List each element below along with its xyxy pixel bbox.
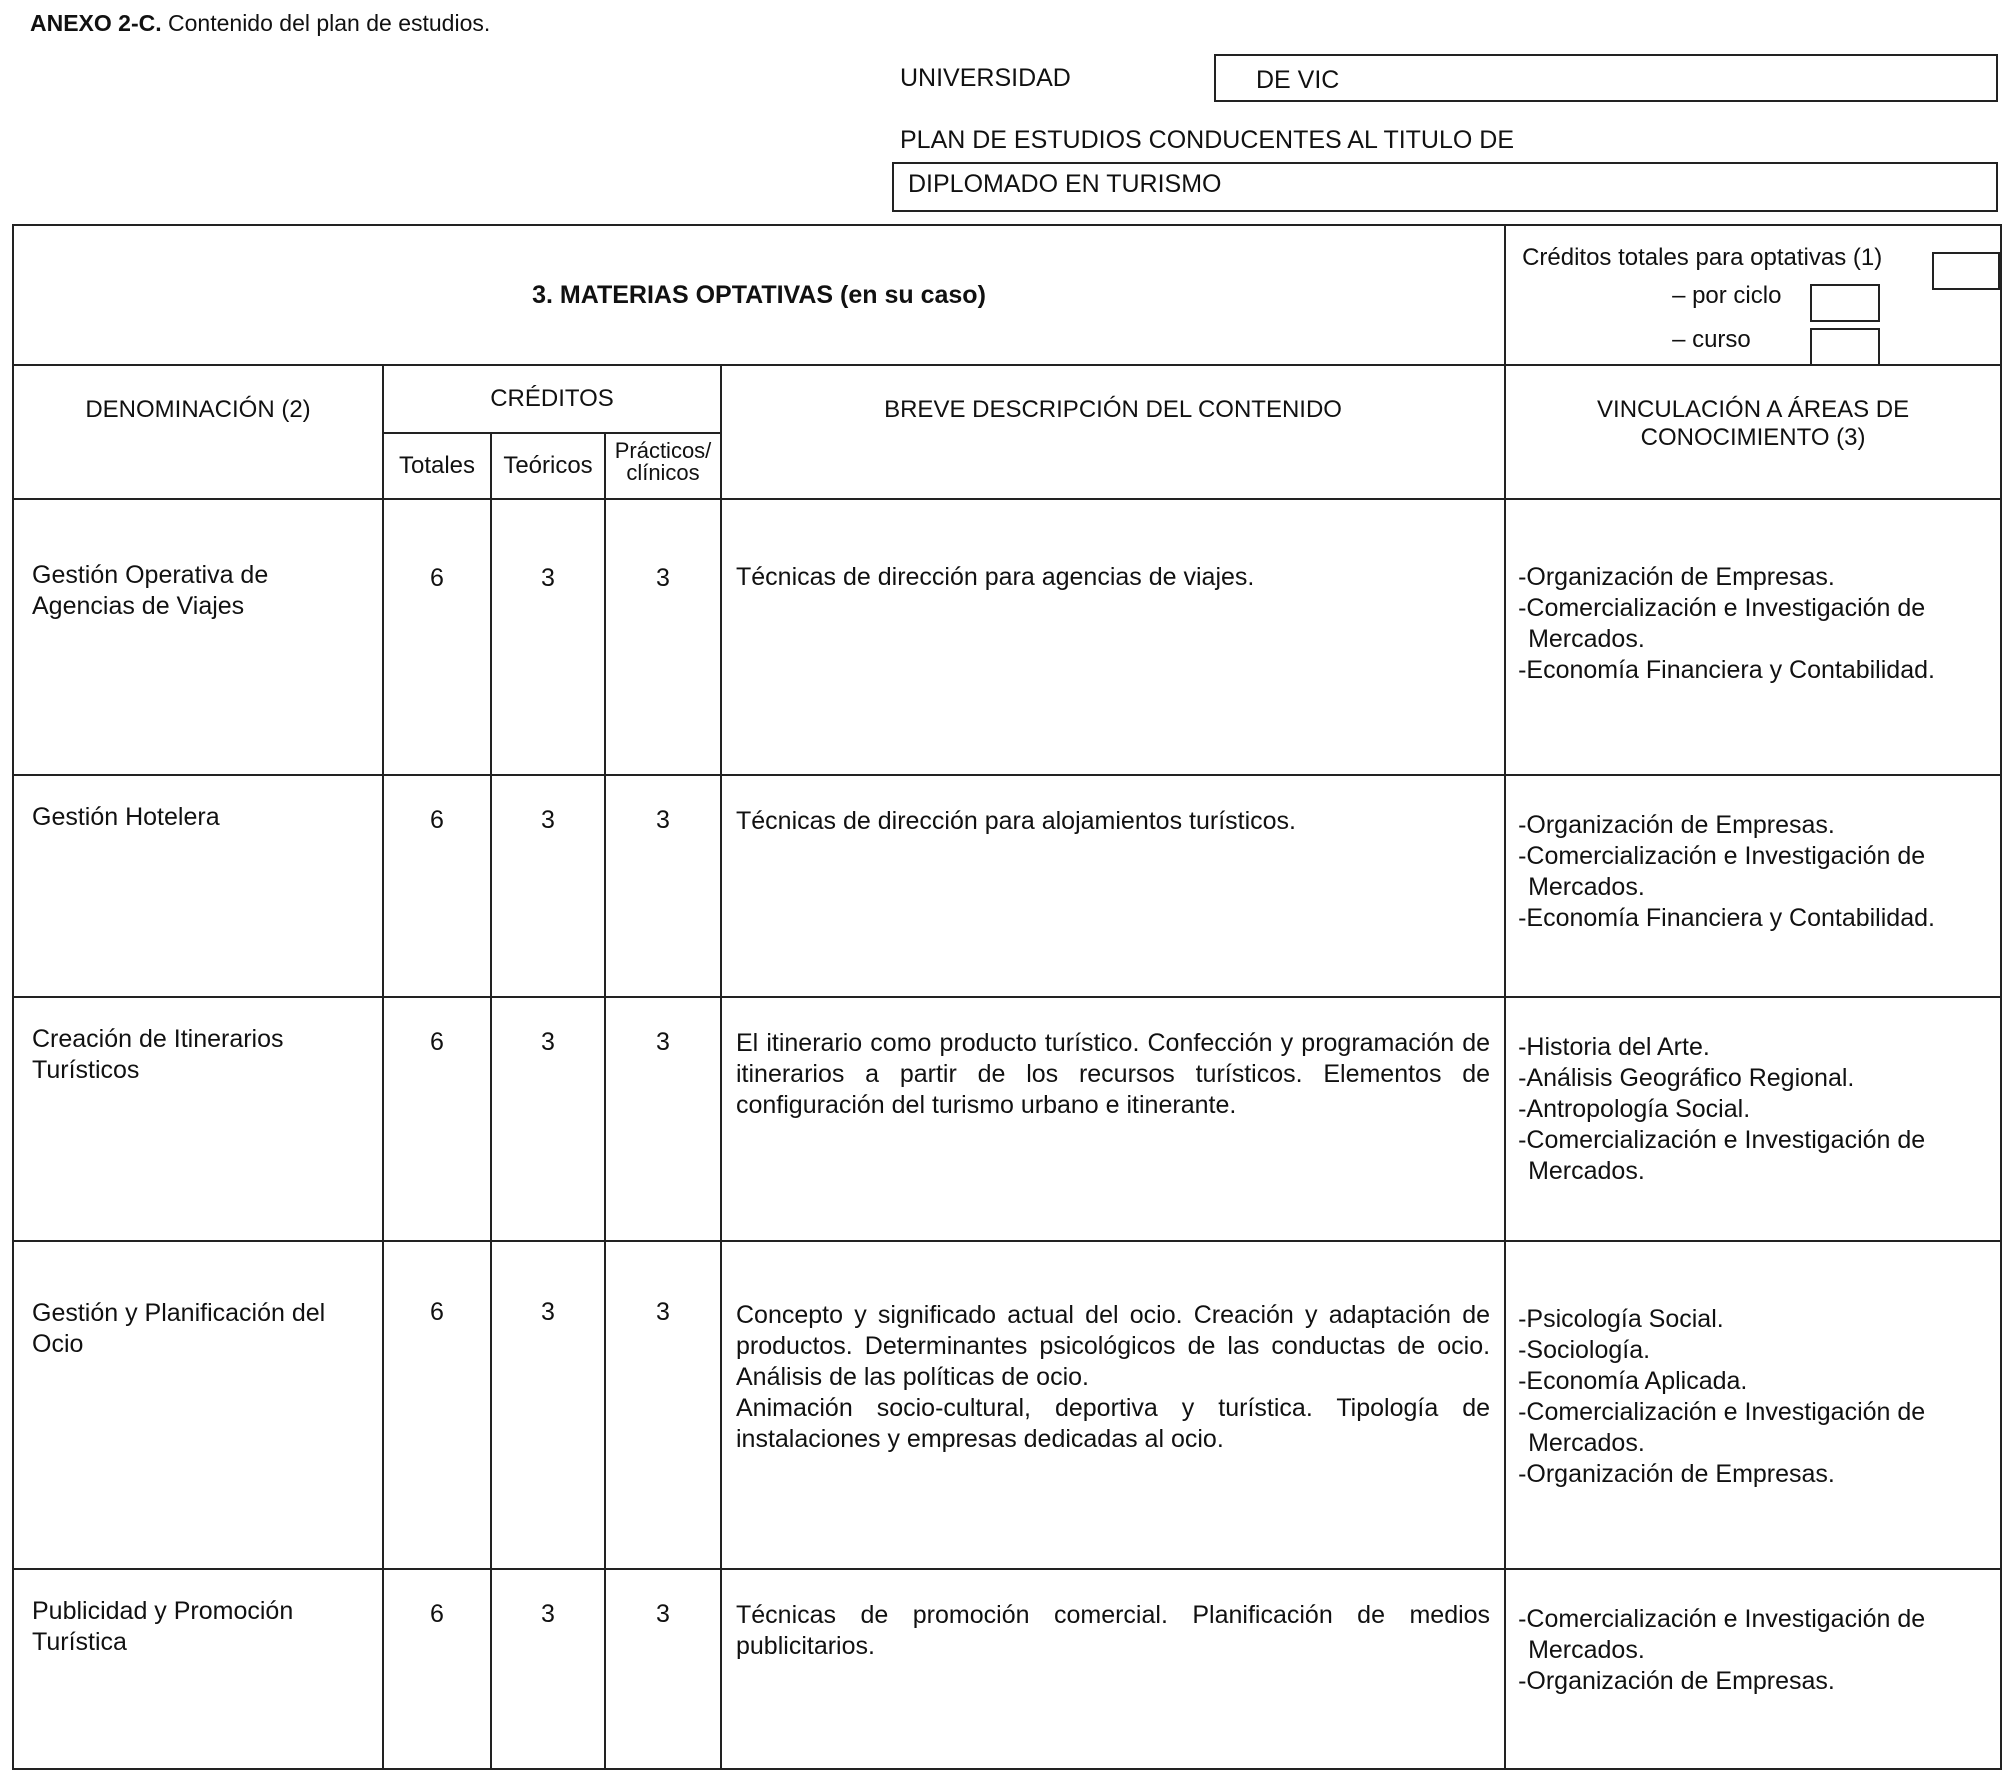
col-header-areas-line1: VINCULACIÓN A ÁREAS DE — [1597, 396, 1910, 423]
degree-value: DIPLOMADO EN TURISMO — [908, 170, 1222, 198]
area-item: -Historia del Arte. — [1518, 1033, 1710, 1061]
area-item: -Comercialización e Investigación de — [1518, 1605, 1926, 1633]
col-header-description: BREVE DESCRIPCIÓN DEL CONTENIDO — [721, 365, 1505, 499]
area-item: -Sociología. — [1518, 1336, 1651, 1364]
subject-areas — [1505, 1569, 2001, 1769]
credits-theory: 3 — [491, 499, 605, 775]
area-item: -Economía Aplicada. — [1518, 1367, 1748, 1395]
credits-practice: 3 — [605, 775, 721, 997]
col-header-totals: Totales — [383, 433, 491, 499]
section-title: 3. MATERIAS OPTATIVAS (en su caso) — [13, 225, 1505, 365]
subject-name: Publicidad y Promoción Turística — [13, 1569, 383, 1769]
optional-subjects-table — [12, 224, 2002, 1770]
annex-heading — [30, 10, 490, 37]
credits-practice: 3 — [605, 997, 721, 1241]
table-row — [13, 1241, 2001, 1569]
credits-practice: 3 — [605, 1241, 721, 1569]
area-item: -Organización de Empresas. — [1518, 563, 1835, 591]
per-cycle-field — [1810, 284, 1880, 322]
col-header-practice-line2: clínicos — [626, 460, 700, 485]
subject-areas — [1505, 499, 2001, 775]
area-item: -Economía Financiera y Contabilidad. — [1518, 904, 1935, 932]
subject-areas — [1505, 775, 2001, 997]
annex-code: ANEXO 2-C. — [30, 10, 162, 36]
area-item: Mercados. — [1528, 1636, 1645, 1664]
credits-theory: 3 — [491, 997, 605, 1241]
credits-total-field — [1932, 252, 2000, 290]
area-item: -Comercialización e Investigación de — [1518, 1126, 1926, 1154]
table-row — [13, 1569, 2001, 1769]
area-item: -Psicología Social. — [1518, 1305, 1724, 1333]
credits-totals-box — [1505, 225, 2001, 365]
subject-description: Técnicas de dirección para agencias de viajes. — [721, 499, 1505, 775]
area-item: -Economía Financiera y Contabilidad. — [1518, 656, 1935, 684]
area-item: Mercados. — [1528, 1157, 1645, 1185]
area-item: -Análisis Geográfico Regional. — [1518, 1064, 1855, 1092]
university-label: UNIVERSIDAD — [900, 64, 1071, 92]
area-item: -Organización de Empresas. — [1518, 811, 1835, 839]
area-item: -Organización de Empresas. — [1518, 1460, 1835, 1488]
credits-theory: 3 — [491, 775, 605, 997]
credits-totals: 6 — [383, 997, 491, 1241]
subject-areas — [1505, 997, 2001, 1241]
credits-practice: 3 — [605, 1569, 721, 1769]
area-item: -Antropología Social. — [1518, 1095, 1751, 1123]
col-header-areas — [1505, 365, 2001, 499]
annex-title: Contenido del plan de estudios. — [168, 10, 491, 36]
area-item: -Comercialización e Investigación de — [1518, 594, 1926, 622]
col-header-practice — [605, 433, 721, 499]
subject-name: Gestión Hotelera — [13, 775, 383, 997]
subject-name: Creación de Itinerarios Turísticos — [13, 997, 383, 1241]
subject-areas — [1505, 1241, 2001, 1569]
area-item: -Comercialización e Investigación de — [1518, 842, 1926, 870]
col-header-practice-line1: Prácticos/ — [614, 438, 712, 463]
plan-label: PLAN DE ESTUDIOS CONDUCENTES AL TITULO DE — [900, 126, 1515, 154]
subject-description: El itinerario como producto turístico. Confección y programación de itinerarios a partir de los recursos turísticos. Elementos de configuración del turismo urbano e itinerante. — [721, 997, 1505, 1241]
table-row — [13, 997, 2001, 1241]
subject-description: Técnicas de dirección para alojamientos turísticos. — [721, 775, 1505, 997]
subject-description — [721, 1241, 1505, 1569]
credits-theory: 3 — [491, 1569, 605, 1769]
area-item: Mercados. — [1528, 625, 1645, 653]
credits-theory: 3 — [491, 1241, 605, 1569]
university-field — [1214, 54, 1998, 102]
credits-totals: 6 — [383, 499, 491, 775]
degree-field — [892, 162, 1998, 212]
table-row — [13, 499, 2001, 775]
per-cycle-label: – por ciclo — [1672, 282, 1782, 309]
description-paragraph: Animación socio-cultural, deportiva y turística. Tipología de instalaciones y empresas dedicadas al ocio. — [736, 1394, 1491, 1453]
description-paragraph: Concepto y significado actual del ocio. Creación y adaptación de productos. Determinantes psicológicos de las conductas de ocio. Análisis de las políticas de ocio. — [736, 1301, 1491, 1391]
per-course-field — [1810, 328, 1880, 366]
credits-total-label: Créditos totales para optativas (1) — [1522, 244, 1883, 271]
subject-name: Gestión Operativa de Agencias de Viajes — [13, 499, 383, 775]
col-header-theory: Teóricos — [491, 433, 605, 499]
subject-name: Gestión y Planificación del Ocio — [13, 1241, 383, 1569]
credits-totals: 6 — [383, 1569, 491, 1769]
subject-description: Técnicas de promoción comercial. Planificación de medios publicitarios. — [721, 1569, 1505, 1769]
per-course-label: – curso — [1672, 326, 1751, 353]
credits-totals: 6 — [383, 1241, 491, 1569]
credits-totals: 6 — [383, 775, 491, 997]
area-item: -Organización de Empresas. — [1518, 1667, 1835, 1695]
col-header-name: DENOMINACIÓN (2) — [13, 365, 383, 499]
university-value: DE VIC — [1256, 66, 1340, 94]
area-item: Mercados. — [1528, 873, 1645, 901]
col-header-areas-line2: CONOCIMIENTO (3) — [1640, 424, 1866, 451]
table-row — [13, 775, 2001, 997]
area-item: Mercados. — [1528, 1429, 1645, 1457]
col-header-credits: CRÉDITOS — [383, 365, 721, 433]
area-item: -Comercialización e Investigación de — [1518, 1398, 1926, 1426]
credits-practice: 3 — [605, 499, 721, 775]
